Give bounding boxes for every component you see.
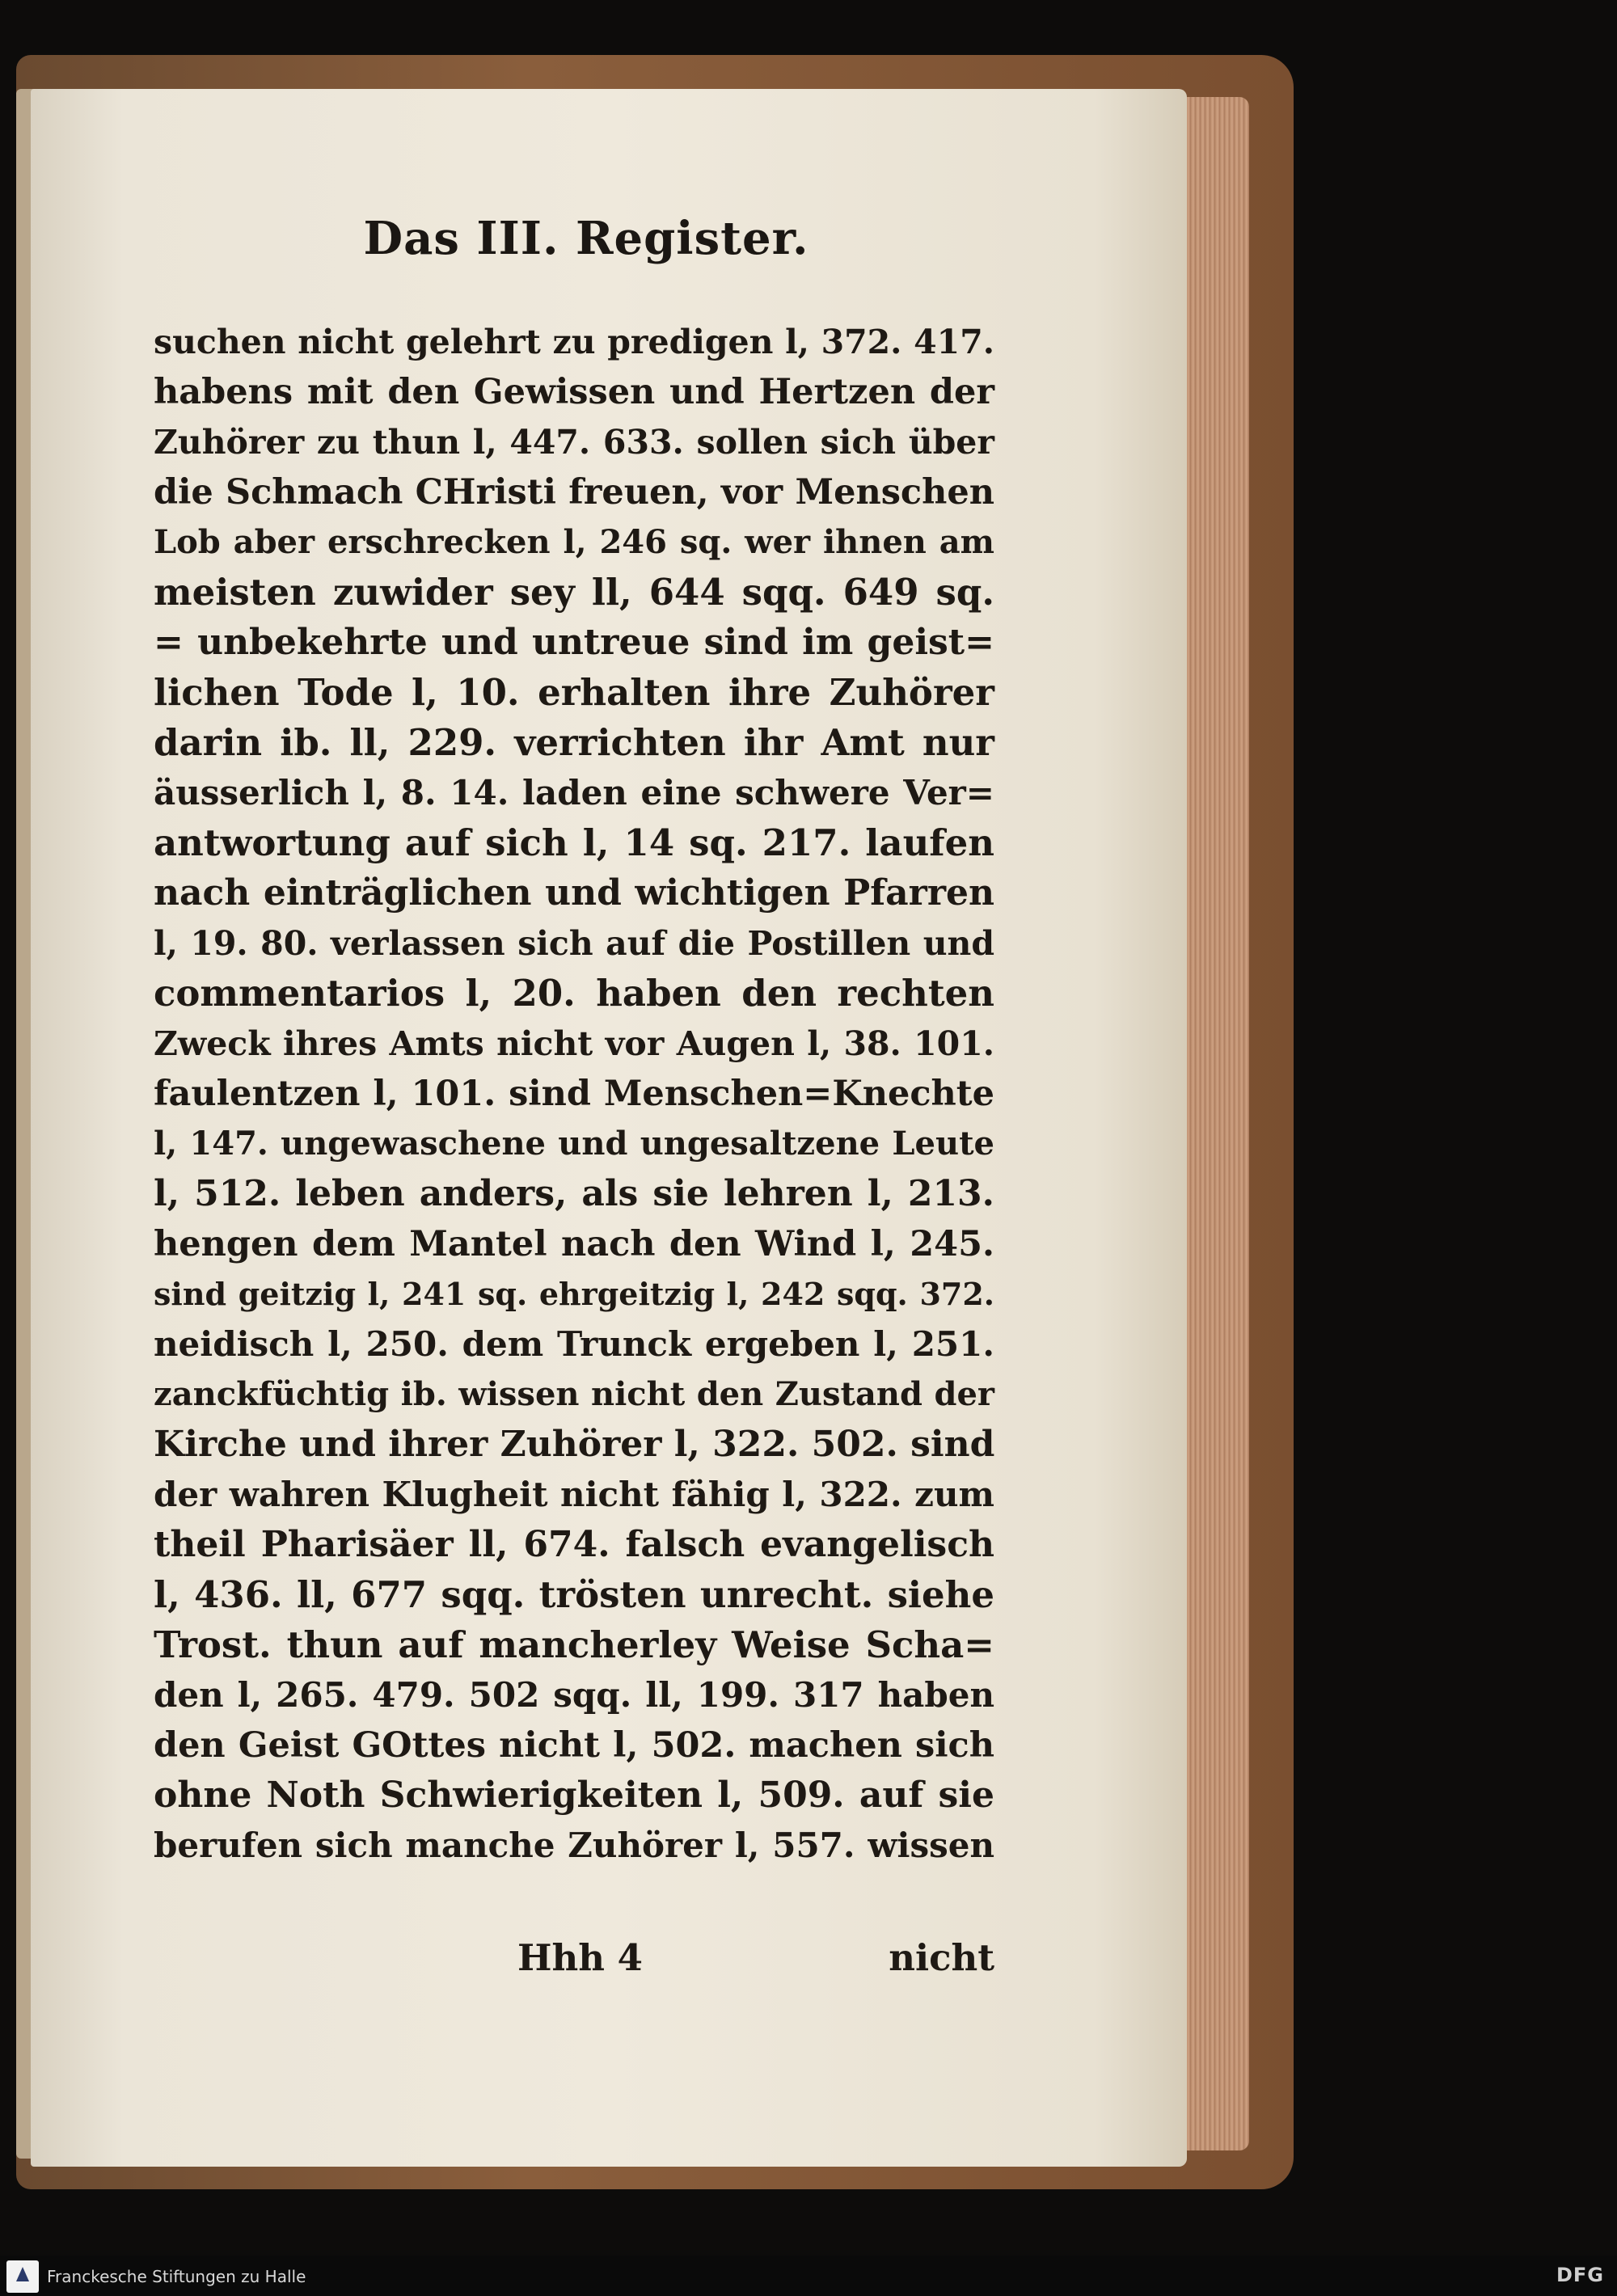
text-line: darin ib. ll, 229. verrichten ihr Amt nur — [154, 721, 994, 764]
text-line: Kirche und ihrer Zuhörer l, 322. 502. sind — [154, 1424, 995, 1465]
text-line: zanckfüchtig ib. wissen nicht den Zustand der — [154, 1375, 994, 1413]
text-line: l, 512. leben anders, als sie lehren l, 213. — [154, 1173, 994, 1214]
text-line: theil Pharisäer ll, 674. falsch evangelisch — [154, 1524, 994, 1565]
text-line: l, 147. ungewaschene und ungesaltzene Leute — [154, 1125, 994, 1163]
text-line: ohne Noth Schwierigkeiten l, 509. auf sie — [154, 1775, 994, 1816]
institution-name: Franckesche Stiftungen zu Halle — [47, 2267, 306, 2286]
text-line: die Schmach CHristi freuen, vor Menschen — [154, 472, 994, 513]
institution-logo-icon — [6, 2260, 39, 2293]
text-line: berufen sich manche Zuhörer l, 557. wissen — [154, 1825, 994, 1865]
page-footer — [154, 1936, 994, 1993]
text-line: den l, 265. 479. 502 sqq. ll, 199. 317 haben — [154, 1675, 994, 1715]
text-line: nach einträglichen und wichtigen Pfarren — [154, 872, 994, 914]
text-line: = unbekehrte und untreue sind im geist= — [154, 622, 994, 663]
text-line: l, 436. ll, 677 sqq. trösten unrecht. siehe — [154, 1573, 994, 1616]
text-line: antwortung auf sich l, 14 sq. 217. laufen — [154, 821, 994, 864]
viewer-footer-bar — [0, 2256, 1617, 2296]
text-line: Lob aber erschrecken l, 246 sq. wer ihnen am — [154, 523, 994, 561]
text-line: neidisch l, 250. dem Trunck ergeben l, 251. — [154, 1324, 994, 1364]
text-line: lichen Tode l, 10. erhalten ihre Zuhörer — [154, 671, 994, 714]
text-line: faulentzen l, 101. sind Menschen=Knechte — [154, 1074, 994, 1114]
text-line: Trost. thun auf mancherley Weise Scha= — [154, 1623, 994, 1666]
text-line: l, 19. 80. verlassen sich auf die Postillen und — [154, 924, 994, 963]
text-line: äusserlich l, 8. 14. laden eine schwere Ver= — [154, 773, 994, 812]
text-line: den Geist GOttes nicht l, 502. machen sich — [154, 1725, 994, 1766]
text-line: Zuhörer zu thun l, 447. 633. sollen sich über — [154, 423, 994, 462]
page-header: Das III. Register. — [363, 212, 809, 265]
text-line: habens mit den Gewissen und Hertzen der — [154, 372, 994, 412]
text-line: suchen nicht gelehrt zu predigen l, 372. 417. — [154, 323, 994, 361]
catchword: nicht — [889, 1936, 994, 1979]
dfg-logo: DFG — [1556, 2264, 1604, 2286]
text-line: commentarios l, 20. haben den rechten — [154, 972, 994, 1015]
text-line: der wahren Klugheit nicht fähig l, 322. zum — [154, 1475, 994, 1514]
text-line: sind geitzig l, 241 sq. ehrgeitzig l, 242 sqq. 372. — [154, 1276, 994, 1312]
page-edges — [1176, 97, 1249, 2150]
text-line: Zweck ihres Amts nicht vor Augen l, 38. 101. — [154, 1024, 994, 1063]
register-text — [154, 317, 994, 1871]
text-line: hengen dem Mantel nach den Wind l, 245. — [154, 1224, 994, 1264]
signature-mark: Hhh 4 — [517, 1936, 643, 1979]
text-line: meisten zuwider sey ll, 644 sqq. 649 sq. — [154, 571, 994, 614]
